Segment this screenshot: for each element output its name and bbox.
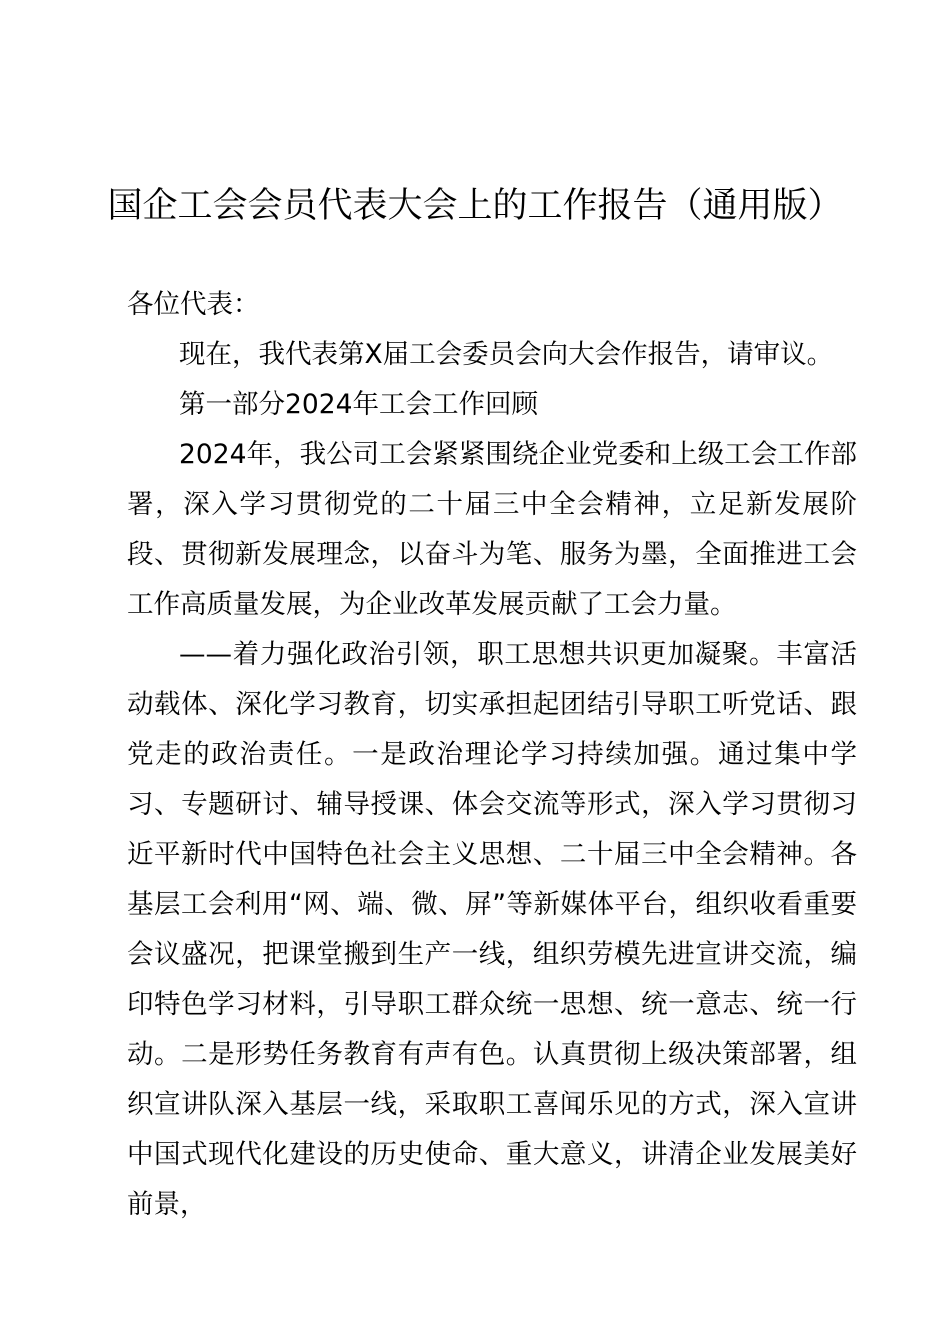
paragraph-overview: 2024年，我公司工会紧紧围绕企业党委和上级工会工作部署，深入学习贯彻党的二十届三中全会精神，立足新发展阶段、贯彻新发展理念，以奋斗为笔、服务为墨，全面推进工会工作高质量发展，为企业改革发展贡献了工会力量。 <box>127 439 857 620</box>
document-title: 国企工会会员代表大会上的工作报告（通用版） <box>107 186 843 226</box>
document-body <box>127 280 857 1230</box>
paragraph-intro: 现在，我代表第X届工会委员会向大会作报告，请审议。 <box>179 339 834 370</box>
salutation: 各位代表： <box>127 289 260 320</box>
paragraph-political-guidance: ——着力强化政治引领，职工思想共识更加凝聚。丰富活动载体、深化学习教育，切实承担起团结引导职工听党话、跟党走的政治责任。一是政治理论学习持续加强。通过集中学习、专题研讨、辅导授课、体会交流等形式，深入学习贯彻习近平新时代中国特色社会主义思想、二十届三中全会精神。各基层工会利用“网、端、微、屏”等新媒体平台，组织收看重要会议盛况，把课堂搬到生产一线，组织劳模先进宣讲交流，编印特色学习材料，引导职工群众统一思想、统一意志、统一行动。二是形势任务教育有声有色。认真贯彻上级决策部署，组织宣讲队深入基层一线，采取职工喜闻乐见的方式，深入宣讲中国式现代化建设的历史使命、重大意义，讲清企业发展美好前景， <box>127 639 857 1220</box>
section-heading: 第一部分2024年工会工作回顾 <box>179 389 538 420</box>
